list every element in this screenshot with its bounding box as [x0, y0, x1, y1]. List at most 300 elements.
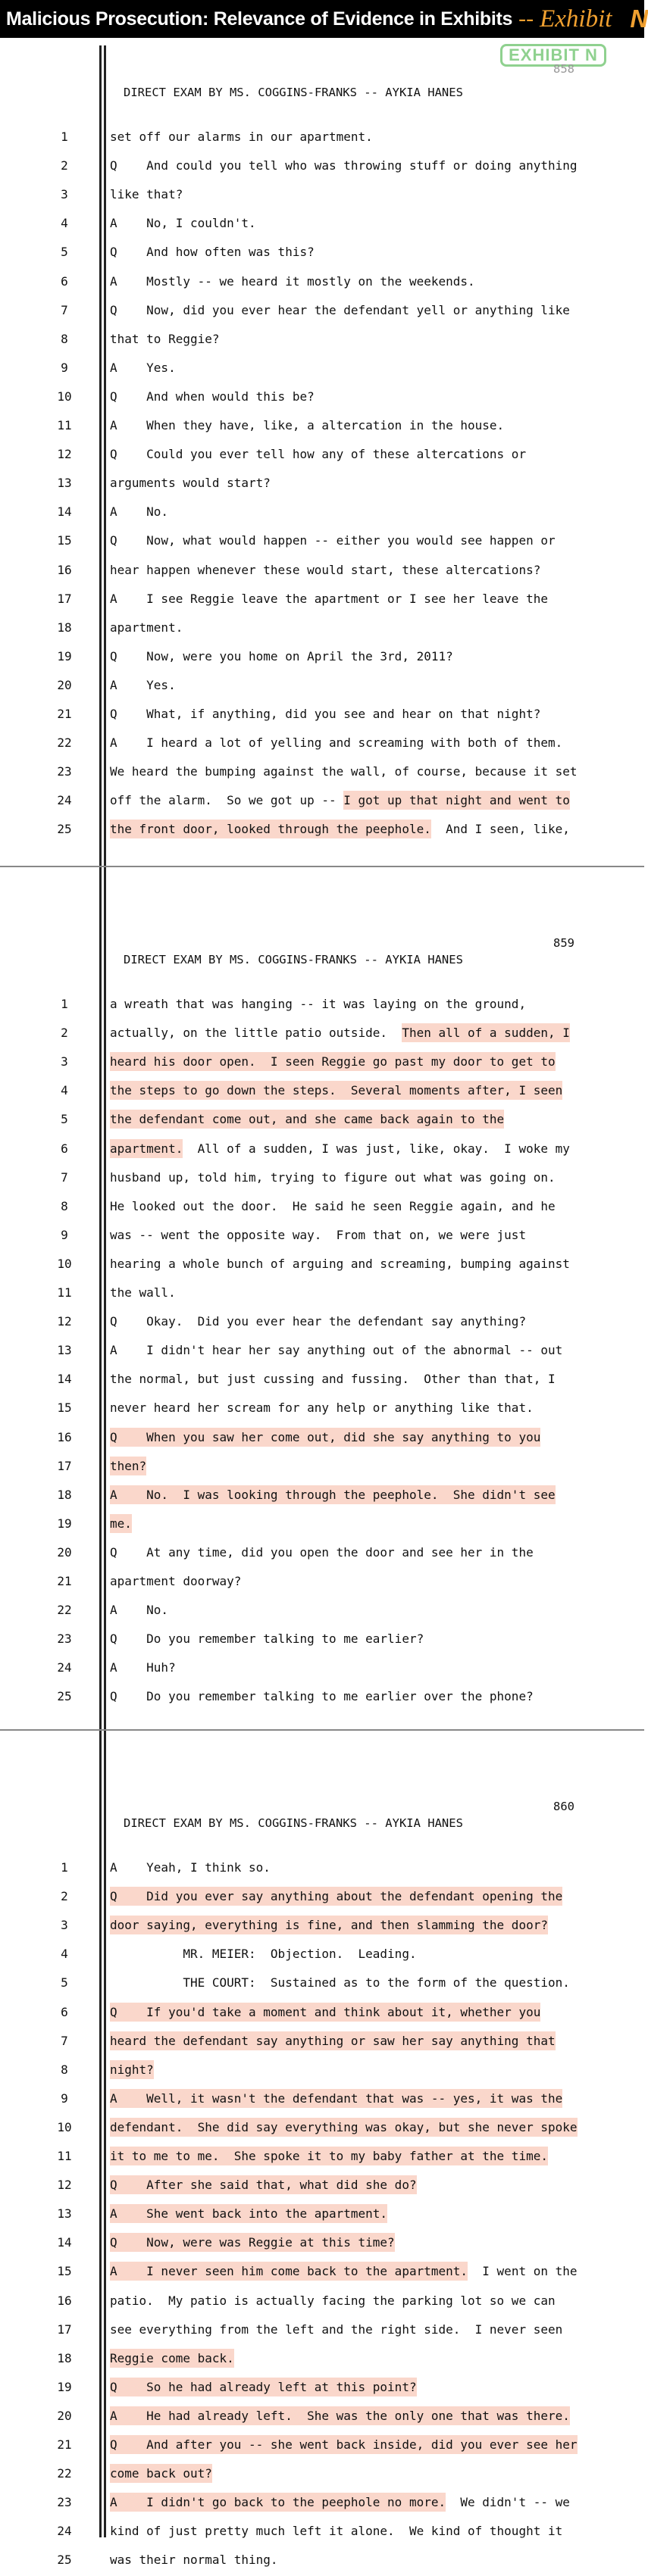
- highlighted-text: apartment.: [110, 1141, 183, 1156]
- transcript-line: [0, 528, 644, 557]
- transcript-line: [0, 2403, 644, 2432]
- transcript-line: [0, 2144, 644, 2172]
- page-number: 858: [553, 62, 574, 76]
- transcript-line: [0, 1540, 644, 1569]
- line-text: [110, 158, 578, 173]
- line-text: [110, 1314, 526, 1329]
- transcript-line: [0, 586, 644, 615]
- transcript-line: [0, 2317, 644, 2346]
- line-text: [110, 1459, 146, 1473]
- line-number: 1: [61, 1860, 68, 1875]
- page-header: DIRECT EXAM BY MS. COGGINS-FRANKS -- AYKIA HANES: [124, 1816, 463, 1830]
- line-text-segment: Q Do you remember talking to me earlier over the phone?: [110, 1689, 534, 1704]
- line-number: 16: [57, 2293, 72, 2308]
- line-text-segment: Q Now, what would happen -- either you would see happen or: [110, 533, 556, 548]
- line-text-segment: A Huh?: [110, 1660, 176, 1675]
- highlighted-text: A No. I was looking through the peephole. She didn't see: [110, 1487, 556, 1502]
- line-number: 11: [57, 418, 72, 432]
- line-text: [110, 1860, 271, 1875]
- line-text-segment: Q And could you tell who was throwing stuff or doing anything: [110, 158, 578, 173]
- line-text: [110, 1400, 534, 1415]
- transcript-line: [0, 1482, 644, 1511]
- highlighted-text: Q If you'd take a moment and think about it, whether you: [110, 2004, 541, 2019]
- line-number: 9: [61, 1227, 68, 1242]
- line-number: 5: [61, 1112, 68, 1127]
- line-text: [110, 361, 176, 375]
- transcript-line: [0, 1626, 644, 1655]
- line-number: 18: [57, 1487, 72, 1502]
- line-number: 20: [57, 677, 72, 692]
- line-number: 2: [61, 1026, 68, 1041]
- transcript-line: [0, 298, 644, 326]
- line-text: [110, 1574, 241, 1588]
- highlighted-text: Q And after you -- she went back inside, did you ever see her: [110, 2437, 578, 2452]
- line-number: 6: [61, 2004, 68, 2019]
- transcript-line: [0, 1655, 644, 1684]
- line-text: [110, 245, 315, 259]
- line-number: 19: [57, 2379, 72, 2394]
- line-number: 2: [61, 158, 68, 173]
- transcript-line: [0, 1020, 644, 1049]
- line-text-segment: A When they have, like, a altercation in the house.: [110, 418, 505, 432]
- line-number: 25: [57, 2553, 72, 2568]
- line-text: [110, 2322, 562, 2337]
- line-text: [110, 2034, 556, 2048]
- line-text: [110, 735, 562, 750]
- line-text-segment: A I heard a lot of yelling and screaming with both of them.: [110, 735, 563, 751]
- line-text: [110, 2091, 562, 2106]
- line-text: [110, 476, 271, 490]
- line-text: [110, 533, 556, 548]
- line-text: [110, 2437, 578, 2452]
- banner-exhibit-letter: N: [630, 5, 648, 33]
- line-number: 22: [57, 735, 72, 751]
- transcript-line: [0, 384, 644, 413]
- line-number: 22: [57, 1603, 72, 1618]
- line-text-segment: A Yes.: [110, 677, 176, 692]
- transcript-line: [0, 701, 644, 730]
- line-text-segment: apartment doorway?: [110, 1574, 242, 1588]
- line-text-segment: MR. MEIER: Objection. Leading.: [110, 1947, 417, 1962]
- line-text-segment: apartment.: [110, 620, 183, 635]
- line-number: 11: [57, 2149, 72, 2163]
- line-text-segment: A Yeah, I think so.: [110, 1860, 271, 1875]
- highlighted-text: come back out?: [110, 2466, 212, 2481]
- transcript-line: [0, 644, 644, 673]
- line-number: 22: [57, 2466, 72, 2481]
- title-banner: [0, 0, 648, 38]
- exhibit-stamp: EXHIBIT N: [500, 44, 606, 67]
- highlighted-text: heard his door open. I seen Reggie go past my door to get to: [110, 1054, 556, 1069]
- transcript-line: [0, 1222, 644, 1251]
- transcript-line: [0, 1136, 644, 1165]
- line-text: [110, 1343, 562, 1357]
- line-text-segment: A Mostly -- we heard it mostly on the weekends.: [110, 273, 475, 289]
- page-divider: [0, 1729, 644, 1731]
- transcript-line: [0, 499, 644, 528]
- page-header: DIRECT EXAM BY MS. COGGINS-FRANKS -- AYKIA HANES: [124, 86, 463, 99]
- line-text: [110, 563, 540, 577]
- line-number: 4: [61, 216, 68, 231]
- line-number: 12: [57, 1314, 72, 1329]
- line-text-segment: kind of just pretty much left it alone. We kind of thought it: [110, 2524, 563, 2539]
- transcript-line: [0, 182, 644, 211]
- transcript-line: [0, 2432, 644, 2461]
- line-number: 9: [61, 2090, 68, 2106]
- line-text: [110, 418, 504, 432]
- line-text: [110, 1975, 570, 1990]
- highlighted-text: the steps to go down the steps. Several moments after, I seen: [110, 1083, 563, 1098]
- line-text: [110, 2149, 548, 2163]
- transcript-line: [0, 2547, 644, 2576]
- line-text-segment: We didn't -- we: [446, 2495, 570, 2510]
- line-text-segment: A Yes.: [110, 360, 176, 375]
- transcript-line: [0, 2086, 644, 2115]
- highlighted-text: Q When you saw her come out, did she say anything to you: [110, 1429, 541, 1444]
- transcript-line: [0, 2115, 644, 2144]
- line-number: 15: [57, 2264, 72, 2279]
- line-text-segment: patio. My patio is actually facing the parking lot so we can: [110, 2293, 556, 2308]
- line-number: 7: [61, 1169, 68, 1185]
- transcript-line: [0, 2518, 644, 2547]
- transcript-line: [0, 2288, 644, 2317]
- line-text-segment: Q At any time, did you open the door and see her in the: [110, 1544, 534, 1560]
- line-number: 10: [57, 2119, 72, 2134]
- line-text-segment: Q Could you ever tell how any of these altercations or: [110, 447, 527, 462]
- line-text: [110, 447, 526, 461]
- transcript-line: [0, 817, 644, 845]
- highlighted-text: Q Did you ever say anything about the defendant opening the: [110, 1889, 563, 1904]
- line-text-segment: Q And how often was this?: [110, 245, 315, 260]
- banner-title: Malicious Prosecution: Relevance of Evidence in Exhibits: [6, 8, 513, 30]
- line-text-segment: like that?: [110, 187, 183, 202]
- line-number: 20: [57, 1544, 72, 1560]
- line-text: [110, 793, 570, 807]
- line-number: 18: [57, 620, 72, 635]
- transcript-line: [0, 124, 644, 153]
- transcript-line: [0, 557, 644, 586]
- line-number: 19: [57, 1516, 72, 1531]
- line-number: 14: [57, 2235, 72, 2250]
- transcript-line: [0, 470, 644, 499]
- line-text: [110, 997, 526, 1011]
- line-text: [110, 504, 168, 519]
- line-number: 24: [57, 793, 72, 808]
- line-text-segment: Q Okay. Did you ever hear the defendant say anything?: [110, 1314, 527, 1329]
- line-text: [110, 1631, 424, 1646]
- line-number: 19: [57, 648, 72, 664]
- line-text: [110, 1488, 556, 1502]
- transcript-line: [0, 1280, 644, 1309]
- line-text: [110, 2235, 395, 2250]
- line-text-segment: hear happen whenever these would start, these altercations?: [110, 562, 541, 577]
- line-text: [110, 2409, 570, 2423]
- transcript-line: [0, 1569, 644, 1597]
- line-text-segment: A No, I couldn't.: [110, 216, 256, 231]
- line-text: [110, 649, 453, 664]
- transcript-line: [0, 1309, 644, 1338]
- line-number: 24: [57, 1660, 72, 1675]
- highlighted-text: Then all of a sudden, I: [402, 1026, 570, 1041]
- line-number: 13: [57, 1343, 72, 1358]
- line-text: [110, 303, 570, 317]
- line-number: 23: [57, 764, 72, 779]
- line-number: 15: [57, 533, 72, 548]
- line-number: 25: [57, 1689, 72, 1704]
- line-number: 16: [57, 1429, 72, 1444]
- line-text: [110, 389, 315, 404]
- highlighted-text: A I never seen him come back to the apartment.: [110, 2264, 468, 2279]
- transcript-line: [0, 2461, 644, 2490]
- line-text: [110, 1430, 540, 1444]
- line-number: 16: [57, 562, 72, 577]
- transcript-line: [0, 2375, 644, 2403]
- page-header: DIRECT EXAM BY MS. COGGINS-FRANKS -- AYKIA HANES: [124, 953, 463, 966]
- line-number: 17: [57, 1458, 72, 1473]
- line-text: [110, 2524, 562, 2538]
- line-number: 14: [57, 504, 72, 520]
- line-text: [110, 1947, 417, 1961]
- highlighted-text: the front door, looked through the peephole.: [110, 822, 431, 837]
- line-text: [110, 1199, 556, 1213]
- transcript-line: [0, 1453, 644, 1482]
- line-number: 12: [57, 447, 72, 462]
- transcript-line: [0, 615, 644, 644]
- transcript-line: [0, 1107, 644, 1135]
- line-text: [110, 2466, 212, 2481]
- transcript-line: [0, 2259, 644, 2287]
- line-number: 6: [61, 1141, 68, 1156]
- line-number: 1: [61, 130, 68, 144]
- line-text: [110, 1689, 534, 1703]
- line-number: 21: [57, 2437, 72, 2452]
- line-number: 5: [61, 245, 68, 260]
- line-text: [110, 2495, 570, 2509]
- line-text: [110, 1083, 562, 1098]
- transcript-line: [0, 1970, 644, 1999]
- line-text: [110, 2005, 540, 2019]
- line-number: 23: [57, 2495, 72, 2510]
- highlighted-text: night?: [110, 2062, 154, 2077]
- transcript-line: [0, 269, 644, 298]
- line-number: 7: [61, 302, 68, 317]
- transcript-line: [0, 1855, 644, 1884]
- line-text-segment: THE COURT: Sustained as to the form of the question.: [110, 1975, 570, 1991]
- line-number: 15: [57, 1400, 72, 1416]
- transcript-line: [0, 1194, 644, 1222]
- highlighted-text: heard the defendant say anything or saw her say anything that: [110, 2033, 556, 2048]
- line-text: [110, 707, 540, 721]
- line-number: 12: [57, 2178, 72, 2193]
- line-text-segment: a wreath that was hanging -- it was laying on the ground,: [110, 997, 527, 1011]
- transcript-line: [0, 211, 644, 239]
- highlighted-text: then?: [110, 1458, 147, 1473]
- line-text: [110, 2553, 278, 2567]
- line-number: 25: [57, 822, 72, 837]
- line-text: [110, 216, 256, 230]
- line-text: [110, 1918, 548, 1932]
- transcript-line: [0, 2057, 644, 2086]
- page-number: 860: [553, 1800, 574, 1813]
- transcript-line: [0, 2490, 644, 2518]
- line-number: 13: [57, 2206, 72, 2222]
- line-text: [110, 1026, 570, 1040]
- transcript-line: [0, 1597, 644, 1626]
- line-number: 24: [57, 2524, 72, 2539]
- line-number: 9: [61, 360, 68, 375]
- highlighted-text: the defendant come out, and she came back again to the: [110, 1112, 505, 1127]
- transcript-line: [0, 355, 644, 384]
- transcript-line: [0, 326, 644, 355]
- line-text-segment: hearing a whole bunch of arguing and screaming, bumping against: [110, 1256, 570, 1271]
- line-text: [110, 1112, 504, 1126]
- transcript-line: [0, 1912, 644, 1941]
- transcript-line: [0, 153, 644, 182]
- line-text-segment: was their normal thing.: [110, 2553, 278, 2568]
- line-text: [110, 1228, 526, 1242]
- line-text-segment: A I didn't hear her say anything out of the abnormal -- out: [110, 1343, 563, 1358]
- line-text-segment: A No.: [110, 504, 169, 520]
- line-text: [110, 1285, 176, 1300]
- line-text-segment: A No.: [110, 1603, 169, 1618]
- transcript-line: [0, 1511, 644, 1540]
- transcript-line: [0, 1366, 644, 1395]
- line-text-segment: actually, on the little patio outside.: [110, 1026, 402, 1041]
- highlighted-text: A She went back into the apartment.: [110, 2206, 388, 2222]
- line-number: 8: [61, 331, 68, 346]
- highlighted-text: A Well, it wasn't the defendant that was -- yes, it was the: [110, 2090, 563, 2106]
- line-text: [110, 2062, 154, 2077]
- line-number: 23: [57, 1631, 72, 1647]
- line-text-segment: the normal, but just cussing and fussing. Other than that, I: [110, 1372, 556, 1387]
- highlighted-text: Q Now, were was Reggie at this time?: [110, 2235, 395, 2250]
- transcript-line: [0, 1884, 644, 1912]
- line-number: 11: [57, 1285, 72, 1300]
- transcript-line: [0, 673, 644, 701]
- transcript-line: [0, 991, 644, 1020]
- transcript-line: [0, 1684, 644, 1713]
- line-number: 14: [57, 1372, 72, 1387]
- line-number: 17: [57, 591, 72, 606]
- transcript-line: [0, 1165, 644, 1194]
- line-number: 2: [61, 1889, 68, 1904]
- line-text: [110, 1372, 556, 1386]
- line-number: 4: [61, 1083, 68, 1098]
- highlighted-text: it to me to me. She spoke it to my baby father at the time.: [110, 2149, 548, 2163]
- line-text: [110, 822, 570, 836]
- transcript-line: [0, 239, 644, 268]
- transcript-line: [0, 788, 644, 817]
- transcript-line: [0, 1251, 644, 1280]
- line-text: [110, 592, 548, 606]
- line-text: [110, 678, 176, 692]
- line-number: 21: [57, 1574, 72, 1588]
- line-text: [110, 1257, 570, 1271]
- line-text-segment: We heard the bumping against the wall, of course, because it set: [110, 764, 578, 779]
- line-text: [110, 1545, 534, 1560]
- transcript-line: [0, 730, 644, 759]
- line-text: [110, 2380, 417, 2394]
- line-text: [110, 764, 578, 779]
- line-text: [110, 1141, 570, 1156]
- line-text-segment: He looked out the door. He said he seen Reggie again, and he: [110, 1198, 556, 1213]
- highlighted-text: me.: [110, 1516, 132, 1531]
- line-number: 4: [61, 1947, 68, 1962]
- line-number: 8: [61, 2062, 68, 2077]
- line-number: 20: [57, 2408, 72, 2423]
- transcript-line: [0, 413, 644, 442]
- line-text-segment: Q Now, were you home on April the 3rd, 2011?: [110, 648, 453, 664]
- line-text-segment: Q Now, did you ever hear the defendant yell or anything like: [110, 302, 570, 317]
- line-text: [110, 1889, 562, 1903]
- line-text: [110, 2351, 234, 2365]
- transcript-line: [0, 1338, 644, 1366]
- line-number: 1: [61, 997, 68, 1011]
- line-text-segment: off the alarm. So we got up --: [110, 793, 344, 808]
- transcript-line: [0, 759, 644, 788]
- line-number: 21: [57, 707, 72, 721]
- line-text-segment: never heard her scream for any help or anything like that.: [110, 1400, 534, 1416]
- line-text-segment: Q What, if anything, did you see and hear on that night?: [110, 707, 541, 721]
- line-text-segment: Q Do you remember talking to me earlier?: [110, 1631, 424, 1647]
- highlighted-text: Q So he had already left at this point?: [110, 2379, 417, 2394]
- line-number: 7: [61, 2033, 68, 2048]
- transcript-line: [0, 1395, 644, 1424]
- line-text: [110, 332, 220, 346]
- line-number: 8: [61, 1198, 68, 1213]
- transcript-line: [0, 2230, 644, 2259]
- line-text-segment: All of a sudden, I was just, like, okay. I woke my: [183, 1141, 570, 1156]
- page-divider: [0, 866, 644, 867]
- transcript-line: [0, 442, 644, 470]
- transcript-line: [0, 2028, 644, 2057]
- line-text: [110, 187, 183, 201]
- line-number: 10: [57, 1256, 72, 1271]
- banner-exhibit-word: Exhibit: [540, 5, 612, 33]
- page-number: 859: [553, 936, 574, 950]
- line-text: [110, 1516, 132, 1531]
- transcript-line: [0, 2172, 644, 2201]
- line-number: 3: [61, 1918, 68, 1933]
- line-text-segment: I went on the: [468, 2264, 578, 2279]
- line-number: 17: [57, 2322, 72, 2337]
- transcript-line: [0, 2000, 644, 2028]
- line-text: [110, 130, 373, 144]
- line-text-segment: Q And when would this be?: [110, 389, 315, 404]
- highlighted-text: defendant. She did say everything was okay, but she never spoke: [110, 2119, 578, 2134]
- line-text: [110, 2206, 387, 2221]
- line-text: [110, 2178, 417, 2192]
- highlighted-text: door saying, everything is fine, and then slamming the door?: [110, 1918, 548, 1933]
- transcript-line: [0, 2201, 644, 2230]
- line-text: [110, 274, 475, 289]
- line-text: [110, 1603, 168, 1617]
- line-text: [110, 1170, 556, 1185]
- line-number: 6: [61, 273, 68, 289]
- line-number: 3: [61, 187, 68, 202]
- line-text: [110, 2293, 556, 2308]
- line-text: [110, 2264, 578, 2278]
- line-number: 5: [61, 1975, 68, 1991]
- line-text-segment: arguments would start?: [110, 476, 271, 491]
- line-text: [110, 1660, 176, 1675]
- line-text-segment: was -- went the opposite way. From that on, we were just: [110, 1227, 527, 1242]
- transcript-line: [0, 1049, 644, 1078]
- line-text-segment: husband up, told him, trying to figure out what was going on.: [110, 1169, 556, 1185]
- highlighted-text: A I didn't go back to the peephole no more.: [110, 2495, 446, 2510]
- highlighted-text: I got up that night and went to: [343, 793, 570, 808]
- line-number: 10: [57, 389, 72, 404]
